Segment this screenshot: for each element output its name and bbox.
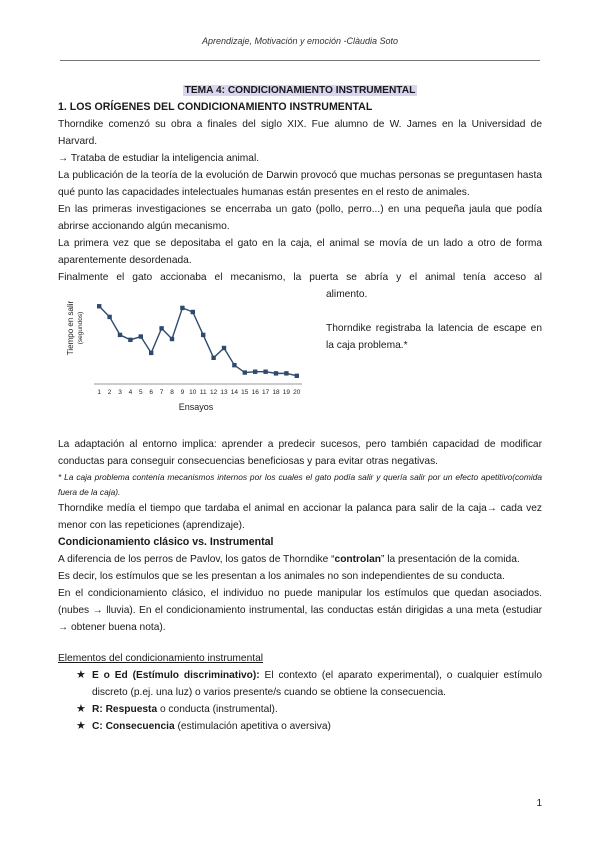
data-point xyxy=(118,333,122,337)
bullet-r xyxy=(58,701,542,718)
data-point xyxy=(128,338,132,342)
chart-x-label: Ensayos xyxy=(178,402,214,412)
x-tick-label: 14 xyxy=(230,389,239,396)
data-point xyxy=(222,346,226,350)
x-tick-label: 8 xyxy=(170,389,174,396)
bullet-ed-term: E o Ed (Estímulo discriminativo): xyxy=(92,670,260,681)
page-title-text: TEMA 4: CONDICIONAMIENTO INSTRUMENTAL xyxy=(184,85,416,96)
paragraph-stimuli: Es decir, los estímulos que se les presentan a los animales no son independientes de su conducta. xyxy=(58,571,505,582)
x-tick-label: 9 xyxy=(180,389,185,396)
data-point xyxy=(232,363,236,367)
paragraph-mechanism: Finalmente el gato accionaba el mecanismo, la puerta se abría y el animal tenía acceso al xyxy=(58,272,542,283)
chart-x-ticks xyxy=(97,389,300,396)
x-tick-label: 5 xyxy=(138,389,143,396)
x-tick-label: 17 xyxy=(261,389,270,396)
x-tick-label: 3 xyxy=(118,389,122,396)
pavlov-text-a: A diferencia de los perros de Pavlov, los gatos de Thorndike “ xyxy=(58,554,335,565)
data-point xyxy=(139,334,143,338)
x-tick-label: 2 xyxy=(107,389,112,396)
data-point xyxy=(243,370,247,374)
section-heading-classical-vs-instrumental: Condicionamiento clásico vs. Instrumental xyxy=(58,536,274,548)
paragraph-cat-cage: En las primeras investigaciones se encerraba un gato (pollo, perro...) en una pequeña jaula que podía abrirse accionando algún mecanismo. xyxy=(58,204,542,232)
pavlov-bold: controlan xyxy=(334,554,381,565)
x-tick-label: 4 xyxy=(128,389,133,396)
bullet-c xyxy=(58,718,542,735)
data-point xyxy=(201,333,205,337)
data-point xyxy=(159,326,163,330)
data-point xyxy=(191,310,195,314)
x-tick-label: 1 xyxy=(97,389,102,396)
section-heading-elements: Elementos del condicionamiento instrumental xyxy=(58,653,263,664)
latency-chart xyxy=(62,288,312,424)
document-body xyxy=(58,82,542,735)
x-tick-label: 7 xyxy=(159,389,164,396)
star-icon: ★ xyxy=(76,669,86,681)
chart-caption: Thorndike registraba la latencia de escape en la caja problema.* xyxy=(326,323,542,351)
bullet-c-term: C: Consecuencia xyxy=(92,721,175,732)
x-tick-label: 6 xyxy=(149,389,154,396)
pavlov-text-b: ” la presentación de la comida. xyxy=(380,554,520,565)
x-tick-label: 13 xyxy=(220,389,228,396)
bullet-ed xyxy=(58,667,542,701)
data-point xyxy=(149,351,153,355)
paragraph-pavlov xyxy=(58,551,542,568)
paragraph-first-time: La primera vez que se depositaba el gato en la caja, el animal se movía de un lado a otro de forma aparentemente desordenada. xyxy=(58,238,542,266)
paragraph-adaptation: La adaptación al entorno implica: aprender a predecir sucesos, pero también capacidad de modificar conductas para conseguir consecuencias beneficiosas y para evitar otras negativas. xyxy=(58,439,542,467)
chart-row xyxy=(58,286,542,424)
data-point xyxy=(170,337,174,341)
bullet-c-text: (estimulación apetitiva o aversiva) xyxy=(174,721,331,732)
header-rule xyxy=(60,60,540,61)
x-tick-label: 16 xyxy=(251,389,259,396)
x-tick-label: 18 xyxy=(272,389,280,396)
page-title xyxy=(58,82,542,99)
section-heading-origins: 1. LOS ORÍGENES DEL CONDICIONAMIENTO INSTRUMENTAL xyxy=(58,101,373,113)
chart-y-label: Tiempo en salir xyxy=(66,300,75,356)
bullet-ed-text: El contexto (el aparato experimental), o cualquier estímulo discreto (p.ej. una luz) o varios presente/s cuando se obtiene la consecuencia. xyxy=(92,670,542,698)
star-icon: ★ xyxy=(76,720,86,732)
paragraph-classical: En el condicionamiento clásico, el individuo no puede manipular los estímulos que quedan asociados. (nubes → lluvia). En el condicionamiento instrumental, las conductas están dirigidas a una meta (estudiar → obtener buena nota). xyxy=(58,588,542,633)
paragraph-darwin: La publicación de la teoría de la evolución de Darwin provocó que muchas personas se preguntasen hasta qué punto las capacidades intelectuales humanas están presentes en el resto de animales. xyxy=(58,170,542,198)
data-point xyxy=(284,371,288,375)
x-tick-label: 15 xyxy=(241,389,249,396)
latency-chart-svg xyxy=(62,288,312,424)
data-point xyxy=(180,306,184,310)
chart-y-sublabel: (segundos) xyxy=(77,311,84,345)
x-tick-label: 11 xyxy=(199,389,207,396)
paragraph-thorndike: Thorndike comenzó su obra a finales del siglo XIX. Fue alumno de W. James en la Universidad de Harvard. xyxy=(58,119,542,147)
paragraph-intelligence: → Trataba de estudiar la inteligencia animal. xyxy=(58,153,260,164)
star-icon: ★ xyxy=(76,703,86,715)
x-tick-label: 12 xyxy=(209,389,218,396)
x-tick-label: 10 xyxy=(189,389,197,396)
data-point xyxy=(211,356,215,360)
chart-series xyxy=(97,304,299,378)
chart-continued-text: alimento. xyxy=(326,289,368,300)
data-point xyxy=(253,370,257,374)
data-point xyxy=(295,374,299,378)
x-tick-label: 19 xyxy=(282,389,291,396)
data-point xyxy=(274,371,278,375)
footnote-puzzle-box: * La caja problema contenía mecanismos internos por los cuales el gato podía salir y quería salir por un efecto apetitivo(comida fuera de la caja). xyxy=(58,472,542,497)
page-number: 1 xyxy=(536,798,542,809)
bullet-r-term: R: Respuesta xyxy=(92,704,158,715)
bullet-r-text: o conducta (instrumental). xyxy=(157,704,278,715)
data-point xyxy=(107,315,111,319)
x-tick-label: 20 xyxy=(293,389,301,396)
running-header: Aprendizaje, Motivación y emoción -Clàudia Soto xyxy=(201,36,399,46)
data-point xyxy=(263,370,267,374)
data-point xyxy=(97,304,101,308)
paragraph-latency: Thorndike medía el tiempo que tardaba el animal en accionar la palanca para salir de la caja→ cada vez menor con las repeticiones (aprendizaje). xyxy=(58,503,542,531)
